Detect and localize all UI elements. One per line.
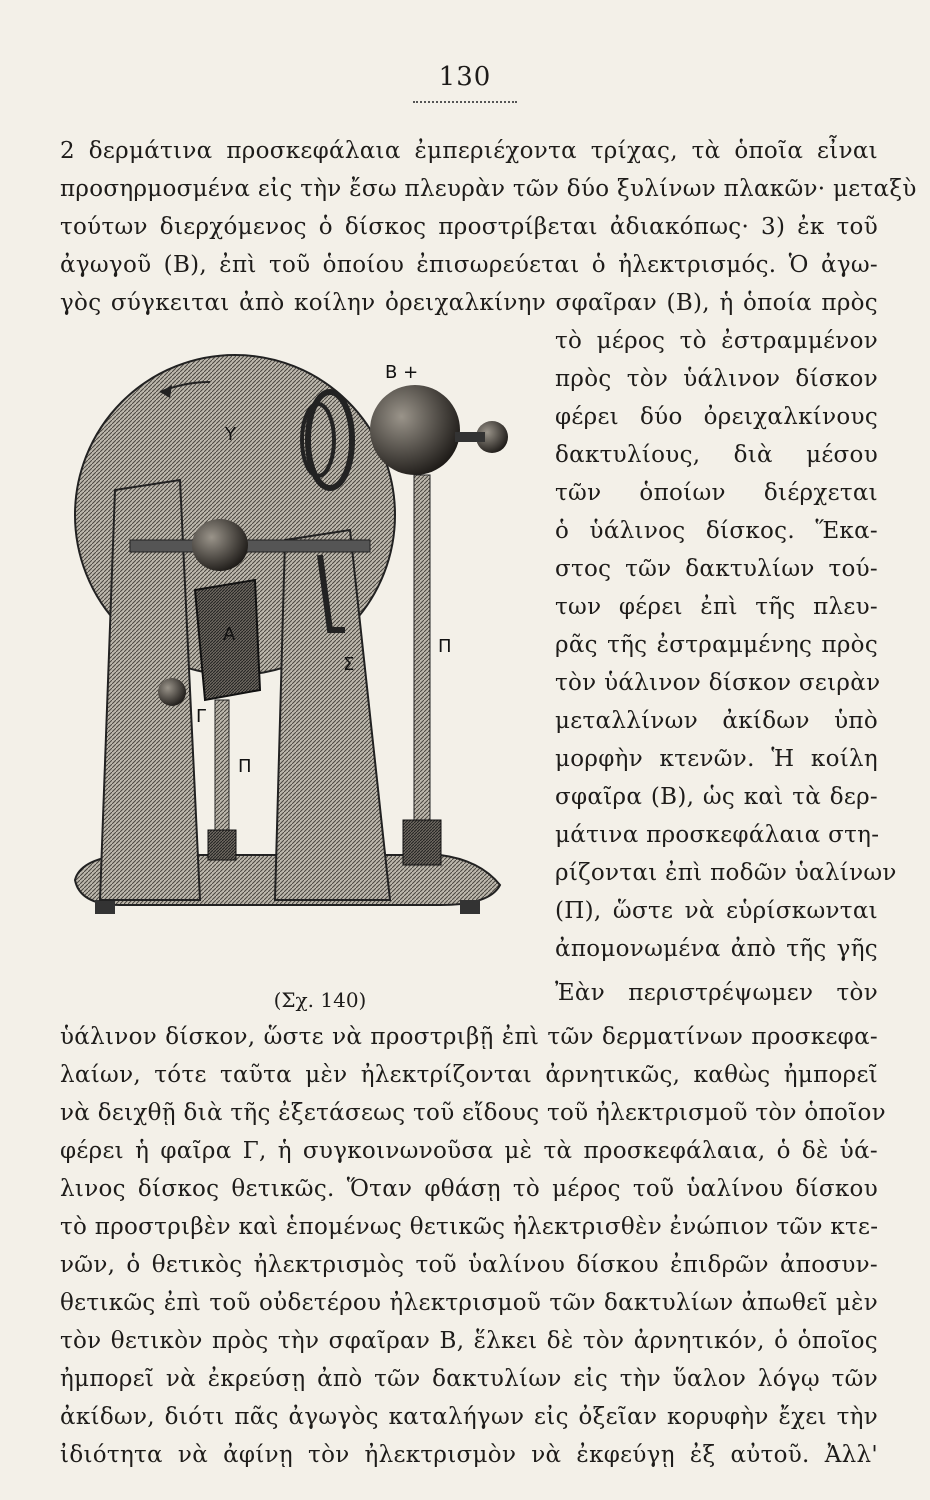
- text-line: τῶν ὁποίων διέρχεται: [555, 480, 878, 506]
- text-line: ρᾶς τῆς ἐστραμμένης πρὸς: [555, 632, 878, 658]
- text-line: μορφὴν κτενῶν. Ἡ κοίλη: [555, 746, 878, 772]
- text-line: γὸς σύγκειται ἀπὸ κοίλην ὀρειχαλκίνην σφαῖραν (Β), ἡ ὁποία πρὸς: [60, 290, 878, 316]
- text-line: τὸν θετικὸν πρὸς τὴν σφαῖραν Β, ἕλκει δὲ τὸν ἀρνητικόν, ὁ ὁποῖος: [60, 1328, 878, 1354]
- text-line: τὸ προστριβὲν καὶ ἑπομένως θετικῶς ἠλεκτρισθὲν ἐνώπιον τῶν κτε-: [60, 1214, 879, 1240]
- text-line: ἠμπορεῖ νὰ ἐκρεύσῃ ἀπὸ τῶν δακτυλίων εἰς τὴν ὕαλον λόγῳ τῶν: [60, 1366, 878, 1392]
- text-line: ἀγωγοῦ (Β), ἐπὶ τοῦ ὁποίου ἐπισωρεύεται ὁ ἠλεκτρισμός. Ὁ ἀγω-: [60, 252, 878, 278]
- text-line: λαίων, τότε ταῦτα μὲν ἠλεκτρίζονται ἀρνητικῶς, καθὼς ἠμπορεῖ: [60, 1062, 878, 1088]
- page-number-rule: [413, 101, 517, 103]
- text-line: στος τῶν δακτυλίων τού-: [555, 556, 878, 582]
- text-line: ἰδιότητα νὰ ἀφίνῃ τὸν ἠλεκτρισμὸν νὰ ἐκφεύγῃ ἐξ αὐτοῦ. Ἀλλ': [60, 1442, 878, 1468]
- text-line: φέρει ἡ φαῖρα Γ, ἡ συγκοινωνοῦσα μὲ τὰ προσκεφάλαια, ὁ δὲ ὑά-: [60, 1138, 878, 1164]
- figure-caption: (Σχ. 140): [273, 988, 367, 1012]
- text-line: τούτων διερχόμενος ὁ δίσκος προστρίβεται ἀδιακόπως· 3) ἐκ τοῦ: [60, 214, 878, 240]
- text-line: λινος δίσκος θετικῶς. Ὅταν φθάσῃ τὸ μέρος τοῦ ὑαλίνου δίσκου: [60, 1176, 878, 1202]
- text-line: μάτινα προσκεφάλαια στη-: [555, 822, 880, 848]
- text-line: προσηρμοσμένα εἰς τὴν ἔσω πλευρὰν τῶν δύο ξυλίνων πλακῶν· μεταξὺ: [60, 176, 917, 202]
- text-line: τὸ μέρος τὸ ἐστραμμένον: [555, 328, 878, 354]
- text-line: ὑάλινον δίσκον, ὥστε νὰ προστριβῇ ἐπὶ τῶν δερματίνων προσκεφα-: [60, 1024, 878, 1050]
- text-line: μεταλλίνων ἀκίδων ὑπὸ: [555, 708, 878, 734]
- text-line: δακτυλίους, διὰ μέσου: [555, 442, 878, 468]
- text-line: φέρει δύο ὀρειχαλκίνους: [555, 404, 878, 430]
- label-pi-left: Π: [238, 756, 252, 777]
- text-line: ἀκίδων, διότι πᾶς ἀγωγὸς καταλήγων εἰς ὀξεῖαν κορυφὴν ἔχει τὴν: [60, 1404, 878, 1430]
- label-pi-right: Π: [438, 636, 452, 657]
- label-gamma: Γ: [196, 706, 207, 727]
- text-line: (Π), ὥστε νὰ εὑρίσκωνται: [555, 898, 878, 924]
- text-line: θετικῶς ἐπὶ τοῦ οὐδετέρου ἠλεκτρισμοῦ τῶν δακτυλίων ἀπωθεῖ μὲν: [60, 1290, 878, 1316]
- label-a: Α: [223, 624, 236, 645]
- conductor-sphere-b: [370, 385, 460, 475]
- axle-knob: [192, 519, 248, 571]
- text-line: ὁ ὑάλινος δίσκος. Ἕκα-: [555, 518, 878, 544]
- text-line: πρὸς τὸν ὑάλινον δίσκον: [555, 366, 878, 392]
- text-line: ἀπομονωμένα ἀπὸ τῆς γῆς: [555, 936, 878, 962]
- sphere-gamma: [158, 678, 186, 706]
- text-line: τὸν ὑάλινον δίσκον σειρὰν: [555, 670, 881, 696]
- text-line: των φέρει ἐπὶ τῆς πλευ-: [555, 594, 878, 620]
- label-sigma: Σ: [343, 654, 355, 675]
- page-number: 130: [438, 62, 492, 92]
- text-line: νὰ δειχθῇ διὰ τῆς ἐξετάσεως τοῦ εἴδους τοῦ ἠλεκτρισμοῦ τὸν ὁποῖον: [60, 1100, 886, 1126]
- label-b: Β +: [385, 362, 419, 383]
- text-line: σφαῖρα (Β), ὡς καὶ τὰ δερ-: [555, 784, 878, 810]
- label-y: Υ: [225, 424, 236, 445]
- text-line: Ἐὰν περιστρέψωμεν τὸν: [555, 980, 878, 1006]
- text-line: 2 δερμάτινα προσκεφάλαια ἐμπεριέχοντα τρίχας, τὰ ὁποῖα εἶναι: [60, 138, 878, 164]
- electrostatic-machine-figure: [60, 340, 550, 920]
- text-line: νῶν, ὁ θετικὸς ἠλεκτρισμὸς τοῦ ὑαλίνου δίσκου ἐπιδρῶν ἀποσυν-: [60, 1252, 878, 1278]
- text-line: ρίζονται ἐπὶ ποδῶν ὑαλίνων: [555, 860, 897, 886]
